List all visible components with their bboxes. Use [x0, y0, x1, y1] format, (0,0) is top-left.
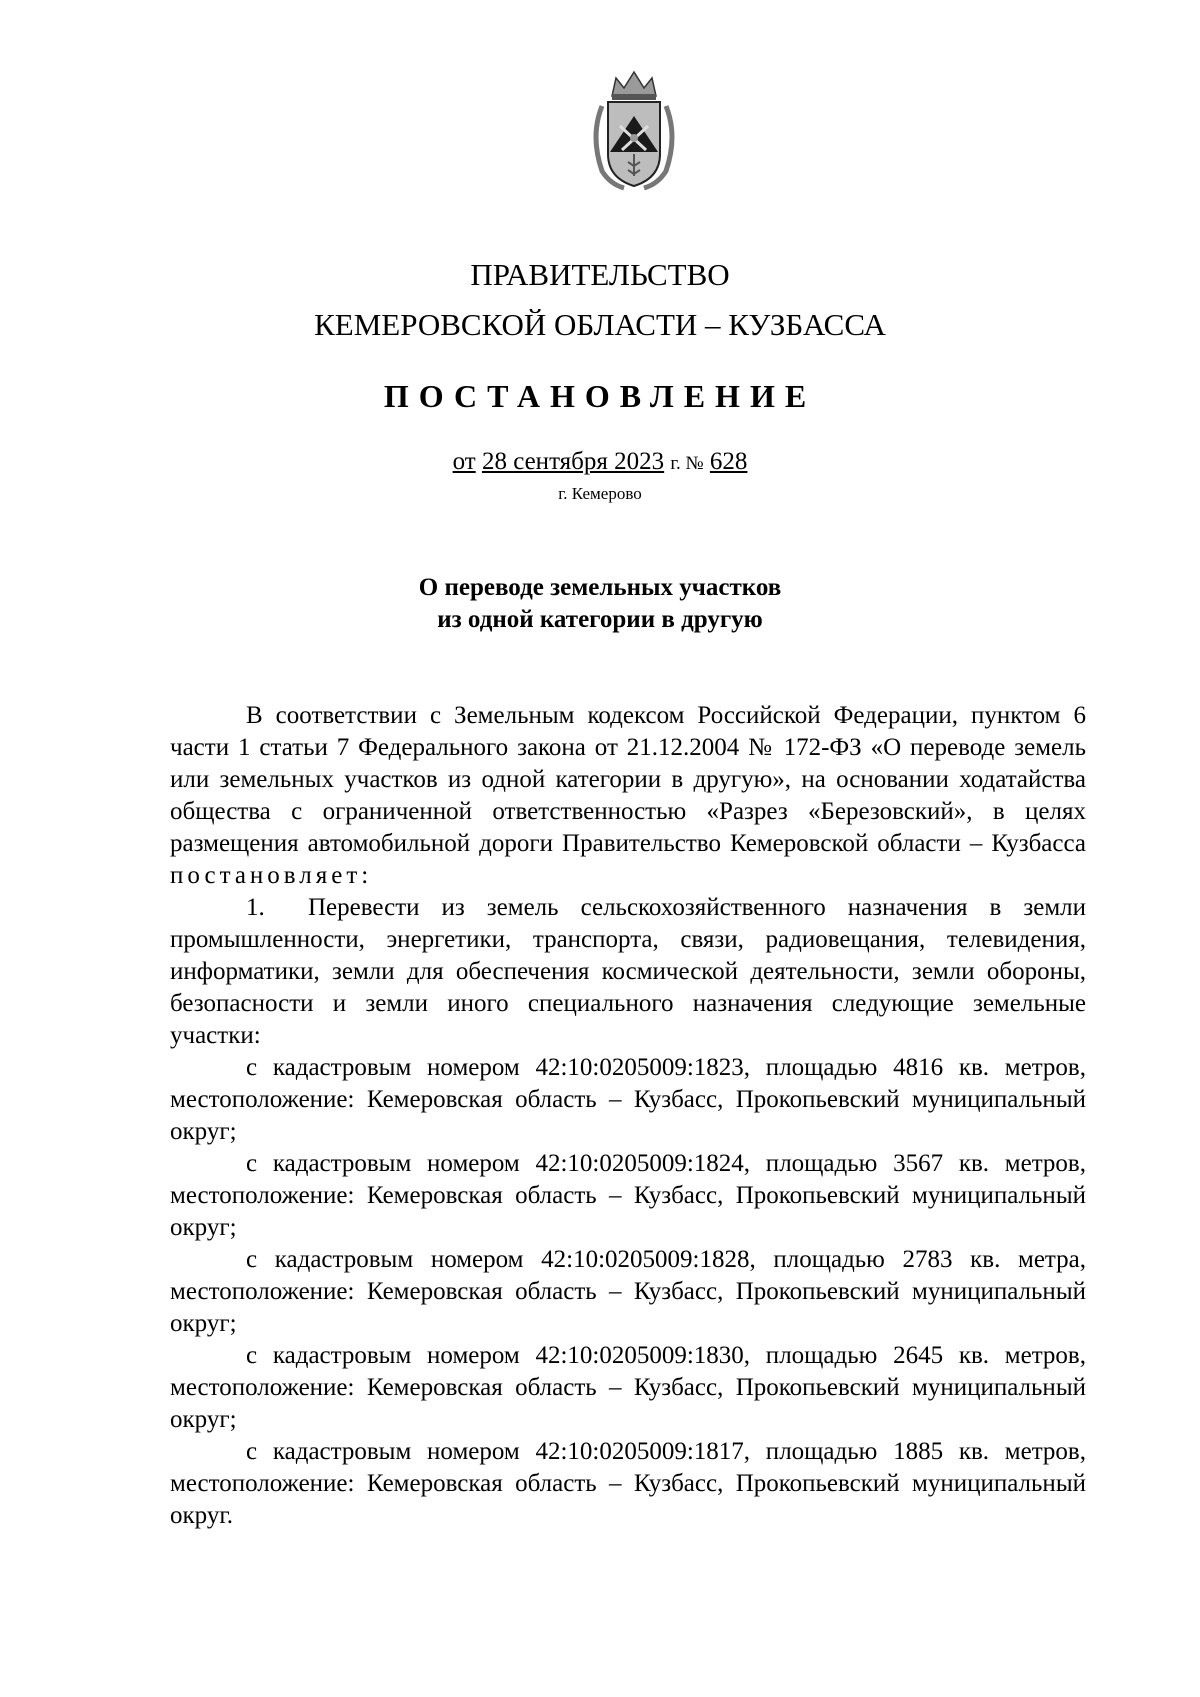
date-prefix: от [452, 448, 476, 475]
document-number: 628 [709, 448, 748, 475]
document-date: 28 сентября 2023 [481, 448, 665, 475]
year-number-label: г. № [670, 453, 704, 474]
document-body [170, 700, 1086, 1532]
preamble-paragraph [170, 700, 1086, 892]
org-line-1: ПРАВИТЕЛЬСТВО [470, 257, 730, 292]
document-type: ПОСТАНОВЛЕНИЕ [383, 378, 817, 414]
plot-item: с кадастровым номером 42:10:0205009:1828, площадью 2783 кв. метра, местоположение: Кемеровская область – Кузбасс, Прокопьевский муниципальный округ; [170, 1246, 1086, 1337]
plot-item: с кадастровым номером 42:10:0205009:1824, площадью 3567 кв. метров, местоположение: Кемеровская область – Кузбасс, Прокопьевский муниципальный округ; [170, 1150, 1086, 1241]
plot-item: с кадастровым номером 42:10:0205009:1823, площадью 4816 кв. метров, местоположение: Кемеровская область – Кузбасс, Прокопьевский муниципальный округ; [170, 1054, 1086, 1145]
item-1-text: Перевести из земель сельскохозяйственного назначения в земли промышленности, энергетики, транспорта, связи, радиовещания, телевидения, информатики, земли для обеспечения космической деятельности, земли обороны, безопасности и земли иного специального назначения следующие земельные участки: [170, 894, 1086, 1049]
document-subject [0, 572, 1200, 636]
plot-item: с кадастровым номером 42:10:0205009:1830, площадью 2645 кв. метров, местоположение: Кемеровская область – Кузбасс, Прокопьевский муниципальный округ; [170, 1342, 1086, 1433]
government-title [0, 250, 1200, 350]
item-1-paragraph [170, 892, 1086, 1052]
coat-of-arms-emblem [584, 66, 684, 192]
org-line-2: КЕМЕРОВСКОЙ ОБЛАСТИ – КУЗБАССА [314, 307, 886, 342]
date-number-line [0, 448, 1200, 476]
subject-line-2: из одной категории в другую [437, 606, 763, 633]
subject-line-1: О переводе земельных участков [418, 574, 782, 601]
item-1-number: 1. [246, 894, 265, 921]
plot-item: с кадастровым номером 42:10:0205009:1817, площадью 1885 кв. метров, местоположение: Кемеровская область – Кузбасс, Прокопьевский муниципальный округ. [170, 1438, 1086, 1529]
resolves-word: постановляет: [170, 862, 373, 889]
city: г. Кемерово [558, 484, 642, 503]
preamble-text: В соответствии с Земельным кодексом Российской Федерации, пунктом 6 части 1 статьи 7 Федерального закона от 21.12.2004 № 172-ФЗ «О переводе земель или земельных участков из одной категории в другую», на основании ходатайства общества с ограниченной ответственностью «Разрез «Березовский», в целях размещения автомобильной дороги Правительство Кемеровской области – Кузбасса [170, 702, 1086, 857]
